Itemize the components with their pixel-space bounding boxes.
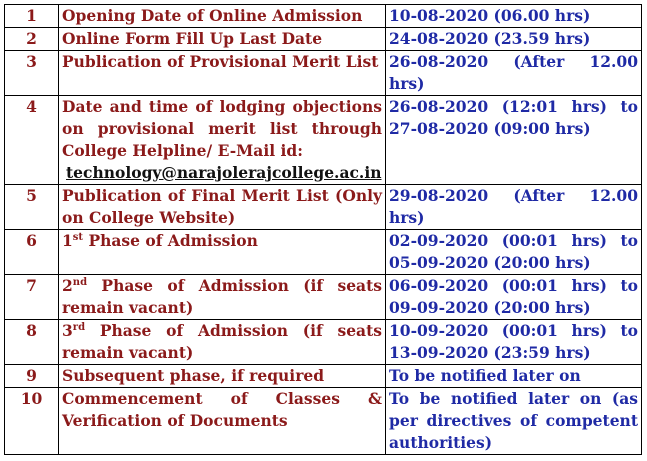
phase-ordinal-suffix: rd (72, 321, 86, 333)
event-date: To be notified later on (as per directives of competent authorities) (386, 388, 642, 455)
event-date: 06-09-2020 (00:01 hrs) to 09-09-2020 (20:00 hrs) (386, 275, 642, 320)
row-number: 2 (5, 28, 59, 51)
row-number: 4 (5, 96, 59, 185)
table-row (5, 388, 642, 455)
event-description-cell (59, 320, 386, 365)
event-description: Date and time of lodging objections on provisional merit list through College Helpline/ E-Mail id: (62, 97, 382, 160)
event-date: 26-08-2020 (After 12.00 hrs) (386, 51, 642, 96)
event-description: Publication of Final Merit List (Only on College Website) (59, 185, 386, 230)
event-description: Publication of Provisional Merit List (59, 51, 386, 96)
admission-schedule-table (4, 4, 642, 455)
event-description: Subsequent phase, if required (59, 365, 386, 388)
table-row (5, 275, 642, 320)
phase-ordinal: 1 (62, 231, 73, 250)
row-number: 6 (5, 230, 59, 275)
table-row (5, 5, 642, 28)
phase-ordinal: 3 (62, 321, 73, 340)
event-description-cell (59, 230, 386, 275)
row-number: 10 (5, 388, 59, 455)
event-date: 02-09-2020 (00:01 hrs) to 05-09-2020 (20:00 hrs) (386, 230, 642, 275)
row-number: 1 (5, 5, 59, 28)
row-number: 7 (5, 275, 59, 320)
row-number: 5 (5, 185, 59, 230)
event-description: Phase of Admission (if seats remain vacant) (62, 276, 382, 317)
event-date: 10-09-2020 (00:01 hrs) to 13-09-2020 (23:59 hrs) (386, 320, 642, 365)
table-row (5, 320, 642, 365)
table-row (5, 51, 642, 96)
row-number: 3 (5, 51, 59, 96)
table-row (5, 185, 642, 230)
event-description: Online Form Fill Up Last Date (59, 28, 386, 51)
table-row (5, 28, 642, 51)
event-date: 24-08-2020 (23.59 hrs) (386, 28, 642, 51)
event-date: 26-08-2020 (12:01 hrs) to 27-08-2020 (09:00 hrs) (386, 96, 642, 185)
row-number: 8 (5, 320, 59, 365)
row-number: 9 (5, 365, 59, 388)
event-description: Opening Date of Online Admission (59, 5, 386, 28)
helpline-email-link[interactable]: technology@narajolerajcollege.ac.in (66, 163, 382, 182)
event-description: Phase of Admission (83, 231, 258, 250)
event-description-cell (59, 275, 386, 320)
event-date: 29-08-2020 (After 12.00 hrs) (386, 185, 642, 230)
phase-ordinal-suffix: nd (72, 276, 88, 288)
phase-ordinal: 2 (62, 276, 73, 295)
event-date: To be notified later on (386, 365, 642, 388)
phase-ordinal-suffix: st (72, 231, 84, 243)
event-description-cell (59, 96, 386, 185)
table-row (5, 365, 642, 388)
event-description: Phase of Admission (if seats remain vacant) (62, 321, 382, 362)
event-description: Commencement of Classes & Verification of Documents (59, 388, 386, 455)
event-date: 10-08-2020 (06.00 hrs) (386, 5, 642, 28)
table-row (5, 96, 642, 185)
table-row (5, 230, 642, 275)
